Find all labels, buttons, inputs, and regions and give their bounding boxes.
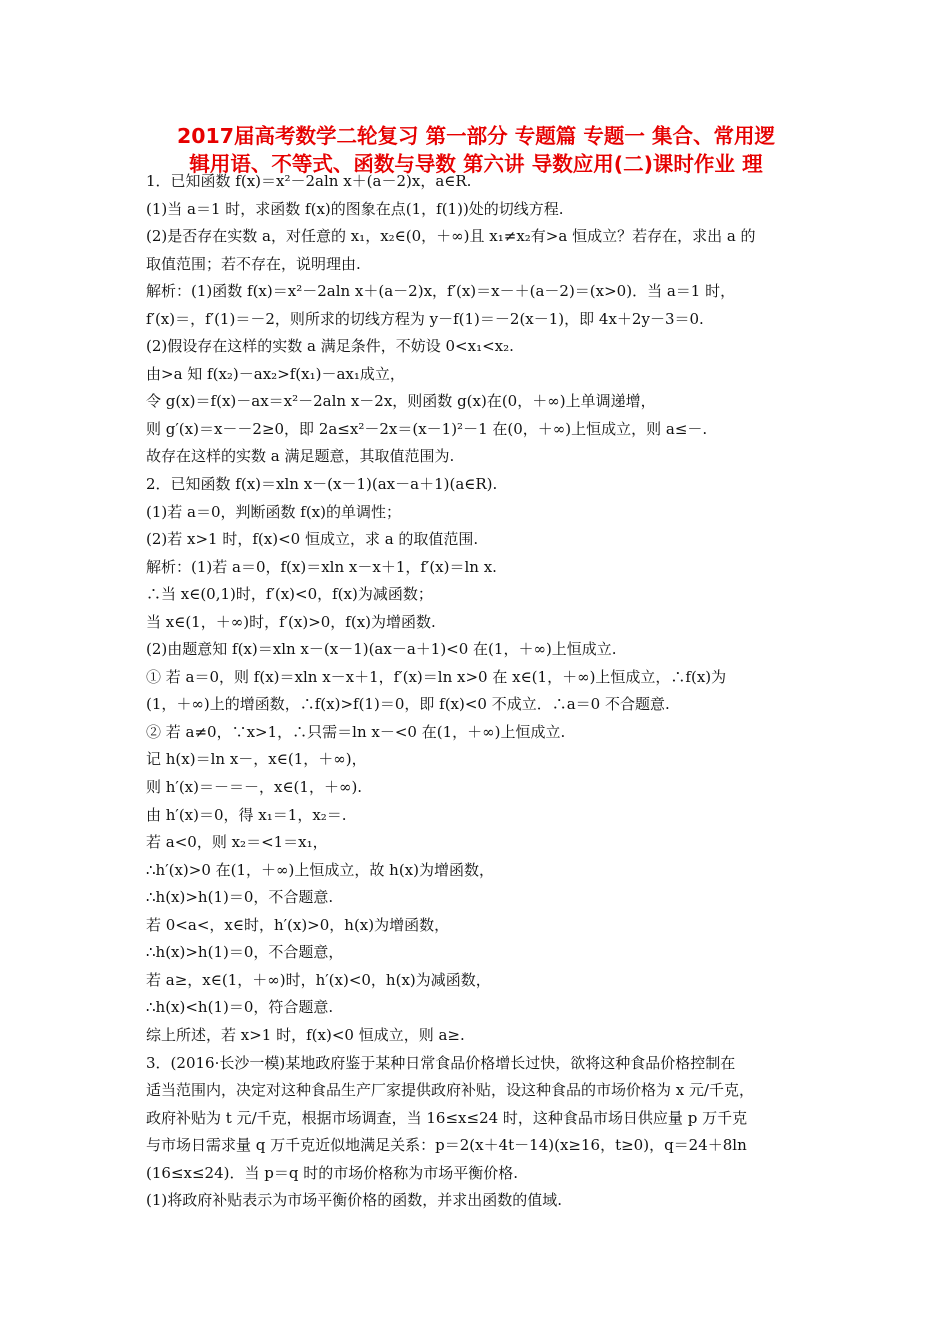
- text-line: ∴h(x)>h(1)＝0，不合题意.: [146, 888, 334, 907]
- text-line: 适当范围内，决定对这种食品生产厂家提供政府补贴，设这种食品的市场价格为 x 元/千克，: [146, 1081, 755, 1100]
- text-line: ① 若 a＝0，则 f(x)＝xln x－x＋1，f′(x)＝ln x>0 在 x∈(1，＋∞)上恒成立，∴f(x)为: [146, 667, 727, 686]
- text-line: 则 h′(x)＝－＝－，x∈(1，＋∞).: [146, 778, 363, 797]
- text-line: 由>a 知 f(x₂)－ax₂>f(x₁)－ax₁成立，: [146, 364, 405, 383]
- text-line: (1)将政府补贴表示为市场平衡价格的函数，并求出函数的值域.: [146, 1191, 563, 1210]
- text-line: ∴h(x)<h(1)＝0，符合题意.: [146, 998, 334, 1017]
- title-line-1: 2017届高考数学二轮复习 第一部分 专题篇 专题一 集合、常用逻: [176, 124, 776, 148]
- text-line: 故存在这样的实数 a 满足题意，其取值范围为.: [146, 447, 455, 466]
- text-line: 2．已知函数 f(x)＝xln x－(x－1)(ax－a＋1)(a∈R).: [146, 475, 498, 494]
- text-line: (16≤x≤24)．当 p＝q 时的市场价格称为市场平衡价格.: [146, 1163, 518, 1182]
- text-line: ② 若 a≠0，∵x>1，∴只需＝ln x－<0 在(1，＋∞)上恒成立.: [146, 722, 566, 741]
- text-line: 3．(2016·长沙一模)某地政府鉴于某种日常食品价格增长过快，欲将这种食品价格控制在: [146, 1053, 736, 1072]
- text-line: ∴当 x∈(0,1)时，f′(x)<0，f(x)为减函数；: [146, 585, 433, 604]
- document-body: [146, 168, 816, 1215]
- text-line: 当 x∈(1，＋∞)时，f′(x)>0，f(x)为增函数.: [146, 612, 436, 631]
- text-line: (2)假设存在这样的实数 a 满足条件，不妨设 0<x₁<x₂.: [146, 337, 514, 356]
- text-line: 1．已知函数 f(x)＝x²－2aln x＋(a－2)x，a∈R.: [146, 172, 472, 190]
- title-line-2: 辑用语、不等式、函数与导数 第六讲 导数应用(二)课时作业 理: [189, 152, 763, 176]
- text-line: (2)若 x>1 时，f(x)<0 恒成立，求 a 的取值范围.: [146, 530, 479, 549]
- text-line: 由 h′(x)＝0，得 x₁＝1，x₂＝.: [146, 805, 347, 824]
- text-line: ∴h′(x)>0 在(1，＋∞)上恒成立，故 h(x)为增函数，: [146, 860, 494, 879]
- text-line: 政府补贴为 t 元/千克，根据市场调查，当 16≤x≤24 时，这种食品市场日供应量 p 万千克: [146, 1108, 748, 1127]
- text-line: 解析：(1)若 a＝0，f(x)＝xln x－x＋1，f′(x)＝ln x.: [146, 557, 497, 576]
- text-line: 取值范围；若不存在，说明理由.: [146, 254, 361, 273]
- text-line: (1，＋∞)上的增函数，∴f(x)>f(1)＝0，即 f(x)<0 不成立．∴a＝0 不合题意.: [146, 695, 670, 714]
- text-line: (2)是否存在实数 a，对任意的 x₁，x₂∈(0，＋∞)且 x₁≠x₂有>a 恒成立？若存在，求出 a 的: [146, 227, 756, 246]
- text-line: f′(x)＝，f′(1)＝－2，则所求的切线方程为 y－f(1)＝－2(x－1)，即 4x＋2y－3＝0.: [146, 309, 704, 328]
- text-line: 若 a≥，x∈(1，＋∞)时，h′(x)<0，h(x)为减函数，: [146, 970, 491, 989]
- text-line: 若 0<a<，x∈时，h′(x)>0，h(x)为增函数，: [146, 915, 450, 934]
- text-line: 记 h(x)＝ln x－，x∈(1，＋∞)，: [146, 750, 367, 769]
- text-line: 与市场日需求量 q 万千克近似地满足关系：p＝2(x＋4t－14)(x≥16，t≥0)，q＝24＋8ln: [146, 1136, 747, 1155]
- text-line: (1)若 a＝0，判断函数 f(x)的单调性；: [146, 502, 401, 521]
- text-line: 令 g(x)＝f(x)－ax＝x²－2aln x－2x，则函数 g(x)在(0，＋∞)上单调递增，: [146, 392, 656, 411]
- text-line: 若 a<0，则 x₂＝<1＝x₁，: [146, 833, 328, 852]
- text-line: 则 g′(x)＝x－－2≥0，即 2a≤x²－2x＝(x－1)²－1 在(0，＋∞)上恒成立，则 a≤－.: [146, 419, 708, 438]
- text-line: (2)由题意知 f(x)＝xln x－(x－1)(ax－a＋1)<0 在(1，＋∞)上恒成立.: [146, 640, 617, 659]
- text-line: (1)当 a＝1 时，求函数 f(x)的图象在点(1，f(1))处的切线方程.: [146, 199, 564, 218]
- text-line: 综上所述，若 x>1 时，f(x)<0 恒成立，则 a≥.: [146, 1025, 465, 1044]
- text-line: 解析：(1)函数 f(x)＝x²－2aln x＋(a－2)x，f′(x)＝x－＋(a－2)＝(x>0)．当 a＝1 时，: [146, 282, 736, 301]
- text-line: ∴h(x)>h(1)＝0，不合题意，: [146, 943, 344, 962]
